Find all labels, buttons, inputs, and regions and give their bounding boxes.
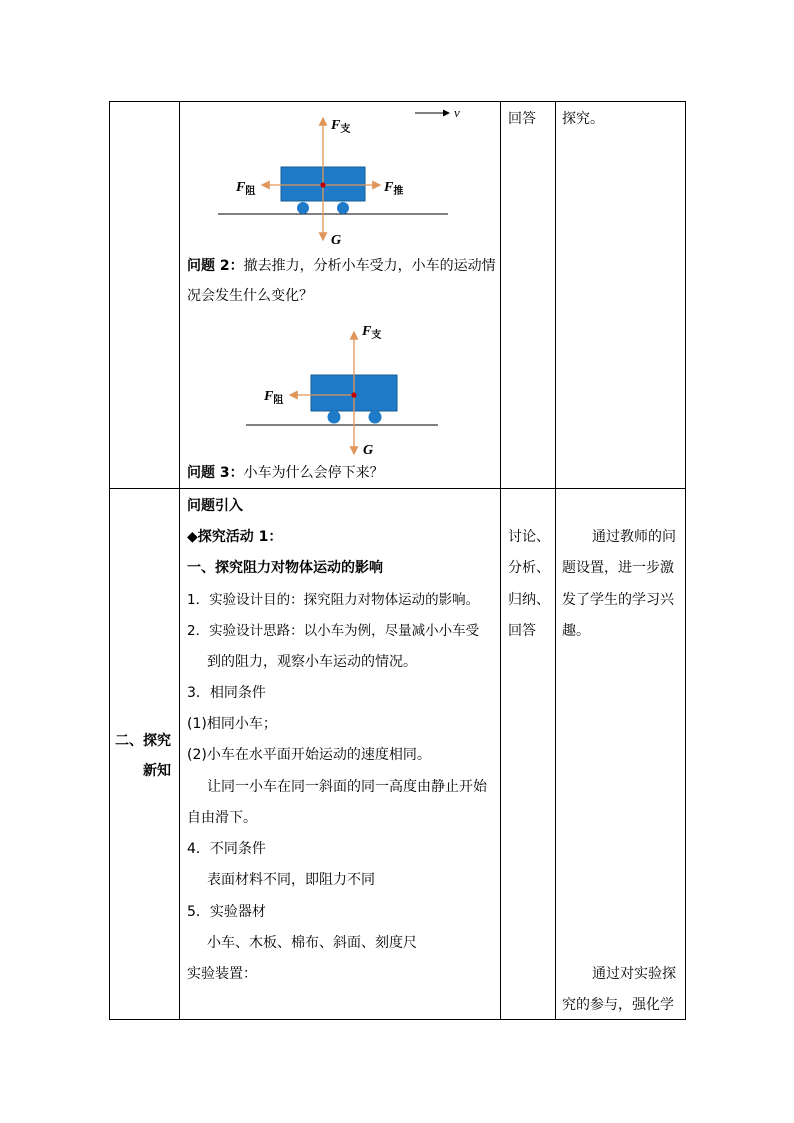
resistance-label: $F_阻$ xyxy=(236,180,256,197)
student-activity-line: 讨论、 xyxy=(508,529,550,545)
gravity-label: G xyxy=(363,443,374,458)
velocity-label: v xyxy=(454,105,460,120)
content-line: 自由滑下。 xyxy=(187,810,257,826)
design-intent-line: 通过教师的问 xyxy=(592,529,676,545)
resistance-label: $F_阻$ xyxy=(264,389,284,406)
question-3-text: 小车为什么会停下来？ xyxy=(243,465,384,481)
question-2 xyxy=(187,256,496,276)
student-activity-line: 归纳、 xyxy=(508,592,550,608)
col-divider-2 xyxy=(500,101,501,1020)
activity-heading: ◆探究活动 1： xyxy=(187,529,283,545)
content-line: 4．不同条件 xyxy=(187,841,266,857)
content-line: 小车、木板、棉布、斜面、刻度尺 xyxy=(207,935,417,951)
content-line: 3．相同条件 xyxy=(187,685,266,701)
center-of-mass xyxy=(320,182,325,187)
content-line: (2)小车在水平面开始运动的速度相同。 xyxy=(187,747,431,763)
question-2-label: 问题 2： xyxy=(187,258,244,274)
content-line: 表面材料不同，即阻力不同 xyxy=(207,872,375,888)
col-divider-3 xyxy=(555,101,556,1020)
design-intent-line: 趣。 xyxy=(562,623,590,639)
question-3 xyxy=(187,463,384,483)
stage-label-line2: 新知 xyxy=(143,763,171,779)
content-line: 实验装置： xyxy=(187,966,257,982)
table-right-border xyxy=(685,101,686,1020)
content-line: 1．实验设计目的：探究阻力对物体运动的影响。 xyxy=(187,592,480,608)
content-line: (1)相同小车； xyxy=(187,716,277,732)
row-divider xyxy=(109,488,686,489)
cart-wheel xyxy=(297,202,309,214)
stage-label-line1: 二、探究 xyxy=(115,733,171,749)
support-force-label: $F_支$ xyxy=(331,118,351,135)
question-2-line2: 况会发生什么变化？ xyxy=(187,288,313,304)
topic-heading: 一、探究阻力对物体运动的影响 xyxy=(187,560,383,576)
cart-wheel xyxy=(328,411,341,424)
content-line: 到的阻力，观察小车运动的情况。 xyxy=(207,654,417,670)
design-intent-line: 题设置，进一步激 xyxy=(562,560,674,576)
table-left-border xyxy=(109,101,110,1020)
design-intent-line: 发了学生的学习兴 xyxy=(562,592,674,608)
content-line: 2．实验设计思路：以小车为例，尽量减小小车受 xyxy=(187,623,480,639)
table-top-border xyxy=(109,101,686,102)
force-diagram-coasting-car xyxy=(230,318,460,463)
design-intent-explore: 探究。 xyxy=(562,111,604,127)
question-3-label: 问题 3： xyxy=(187,465,244,481)
col-divider-1 xyxy=(179,101,180,1020)
cart-wheel xyxy=(337,202,349,214)
gravity-label: G xyxy=(331,233,342,248)
push-force-label: $F_推$ xyxy=(384,180,404,197)
cart-wheel xyxy=(369,411,382,424)
design-intent-line: 通过对实验探 xyxy=(592,966,676,982)
student-activity-line: 分析、 xyxy=(508,560,550,576)
question-2-text: 撤去推力，分析小车受力，小车的运动情 xyxy=(243,258,496,274)
table-bottom-border xyxy=(109,1019,686,1020)
section-heading-intro: 问题引入 xyxy=(187,498,243,514)
center-of-mass xyxy=(351,392,356,397)
design-intent-line: 究的参与，强化学 xyxy=(562,997,674,1013)
student-activity-line: 回答 xyxy=(508,623,536,639)
student-activity-answer: 回答 xyxy=(508,111,536,127)
support-force-label: $F_支$ xyxy=(362,324,382,341)
content-line: 让同一小车在同一斜面的同一高度由静止开始 xyxy=(207,779,487,795)
content-line: 5．实验器材 xyxy=(187,904,266,920)
force-diagram-pushed-car xyxy=(200,104,490,250)
